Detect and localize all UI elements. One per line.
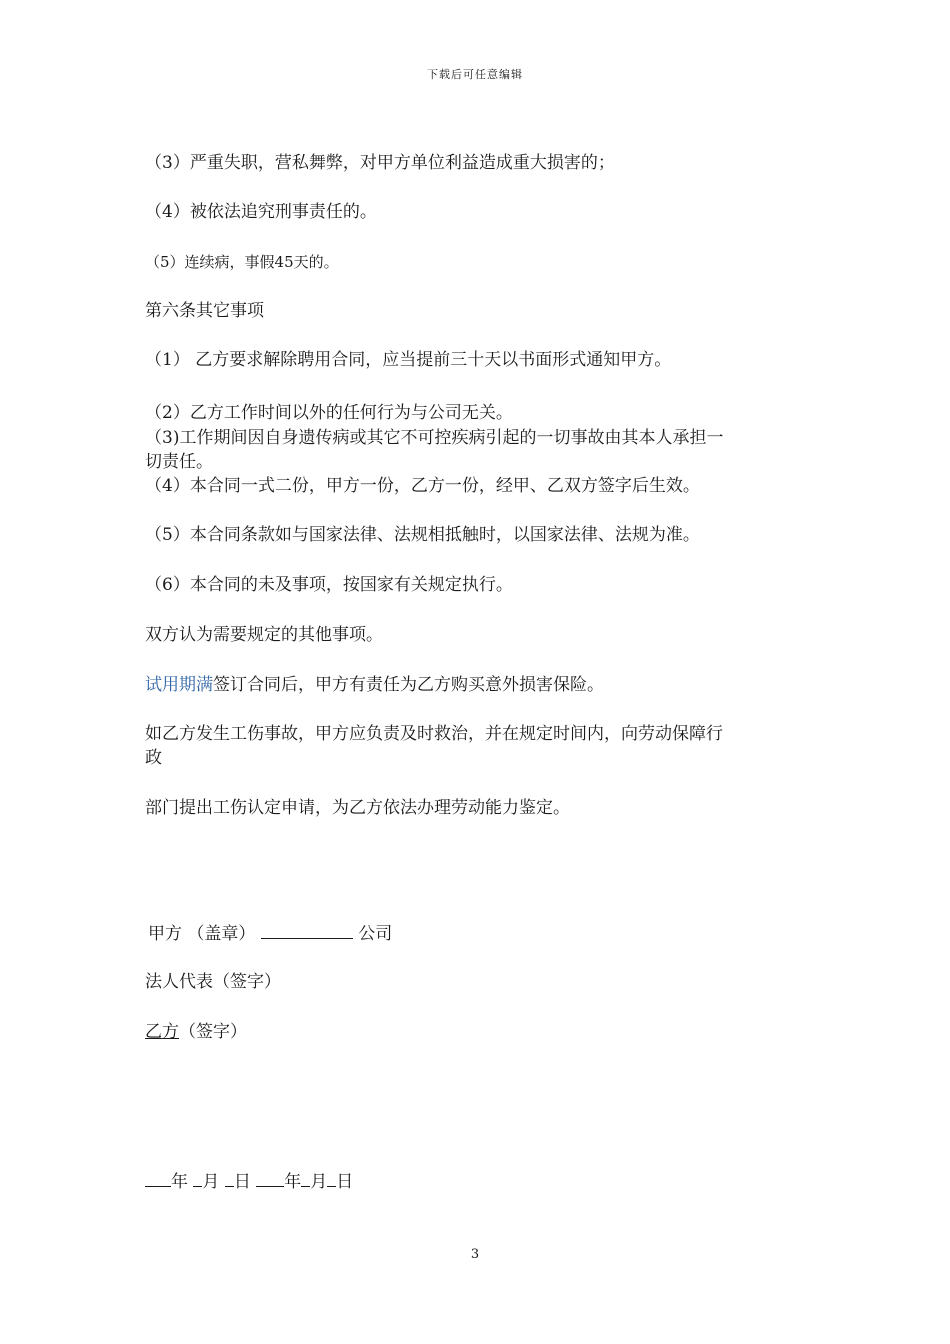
day2-label: 日 (336, 1172, 354, 1192)
other-item-5: （5）本合同条款如与国家法律、法规相抵触时，以国家法律、法规为准。 (145, 525, 700, 545)
party-a-blank (261, 922, 353, 939)
party-a-label: 甲方 （盖章） (148, 924, 256, 944)
other-item-3-a: （3)工作期间因自身遗传病或其它不可控疾病引起的一切事故由其本人承担一 (145, 428, 724, 448)
year1-blank (145, 1170, 171, 1187)
clause-line-3: （3）严重失职，营私舞弊，对甲方单位利益造成重大损害的； (145, 153, 615, 173)
party-b-line (145, 1021, 247, 1043)
other-item-3-b: 切责任。 (145, 452, 213, 472)
clause-line-5: （5）连续病，事假45天的。 (145, 253, 339, 271)
day2-blank (327, 1170, 336, 1187)
clause-line-4: （4）被依法追究刑事责任的。 (145, 202, 377, 222)
year1-label: 年 (171, 1172, 188, 1192)
probation-link[interactable]: 试用期满 (145, 675, 213, 695)
date-line (145, 1170, 353, 1193)
month2-blank (301, 1170, 310, 1187)
page-header: 下载后可任意编辑 (427, 68, 523, 81)
party-b-name: 乙方 (145, 1022, 179, 1042)
other-matters-line: 双方认为需要规定的其他事项。 (145, 625, 383, 645)
other-item-1: （1） 乙方要求解除聘用合同，应当提前三十天以书面形式通知甲方。 (145, 350, 672, 370)
page-number: 3 (470, 1247, 480, 1262)
party-b-sign: （签字） (179, 1022, 247, 1042)
party-a-suffix: 公司 (358, 924, 393, 944)
party-a-line (148, 922, 392, 945)
insurance-text: 签订合同后，甲方有责任为乙方购买意外损害保险。 (213, 675, 604, 695)
section-six-title: 第六条其它事项 (145, 301, 264, 321)
other-item-2: （2）乙方工作时间以外的任何行为与公司无关。 (145, 403, 513, 423)
day1-label: 日 (233, 1172, 251, 1192)
month2-label: 月 (310, 1172, 328, 1192)
other-item-4: （4）本合同一式二份，甲方一份，乙方一份，经甲、乙双方签字后生效。 (145, 476, 700, 496)
injury-line-b: 政 (145, 748, 162, 768)
month1-label: 月 (202, 1172, 220, 1192)
day1-blank (225, 1170, 234, 1187)
injury-line-a: 如乙方发生工伤事故，甲方应负责及时救治，并在规定时间内，向劳动保障行 (145, 724, 723, 744)
other-item-6: （6）本合同的未及事项，按国家有关规定执行。 (145, 575, 513, 595)
year2-label: 年 (284, 1172, 302, 1192)
legal-rep-line: 法人代表（签字） (145, 972, 281, 992)
insurance-line (145, 674, 604, 696)
year2-blank (256, 1170, 284, 1187)
injury-line-c: 部门提出工伤认定申请，为乙方依法办理劳动能力鉴定。 (145, 798, 570, 818)
